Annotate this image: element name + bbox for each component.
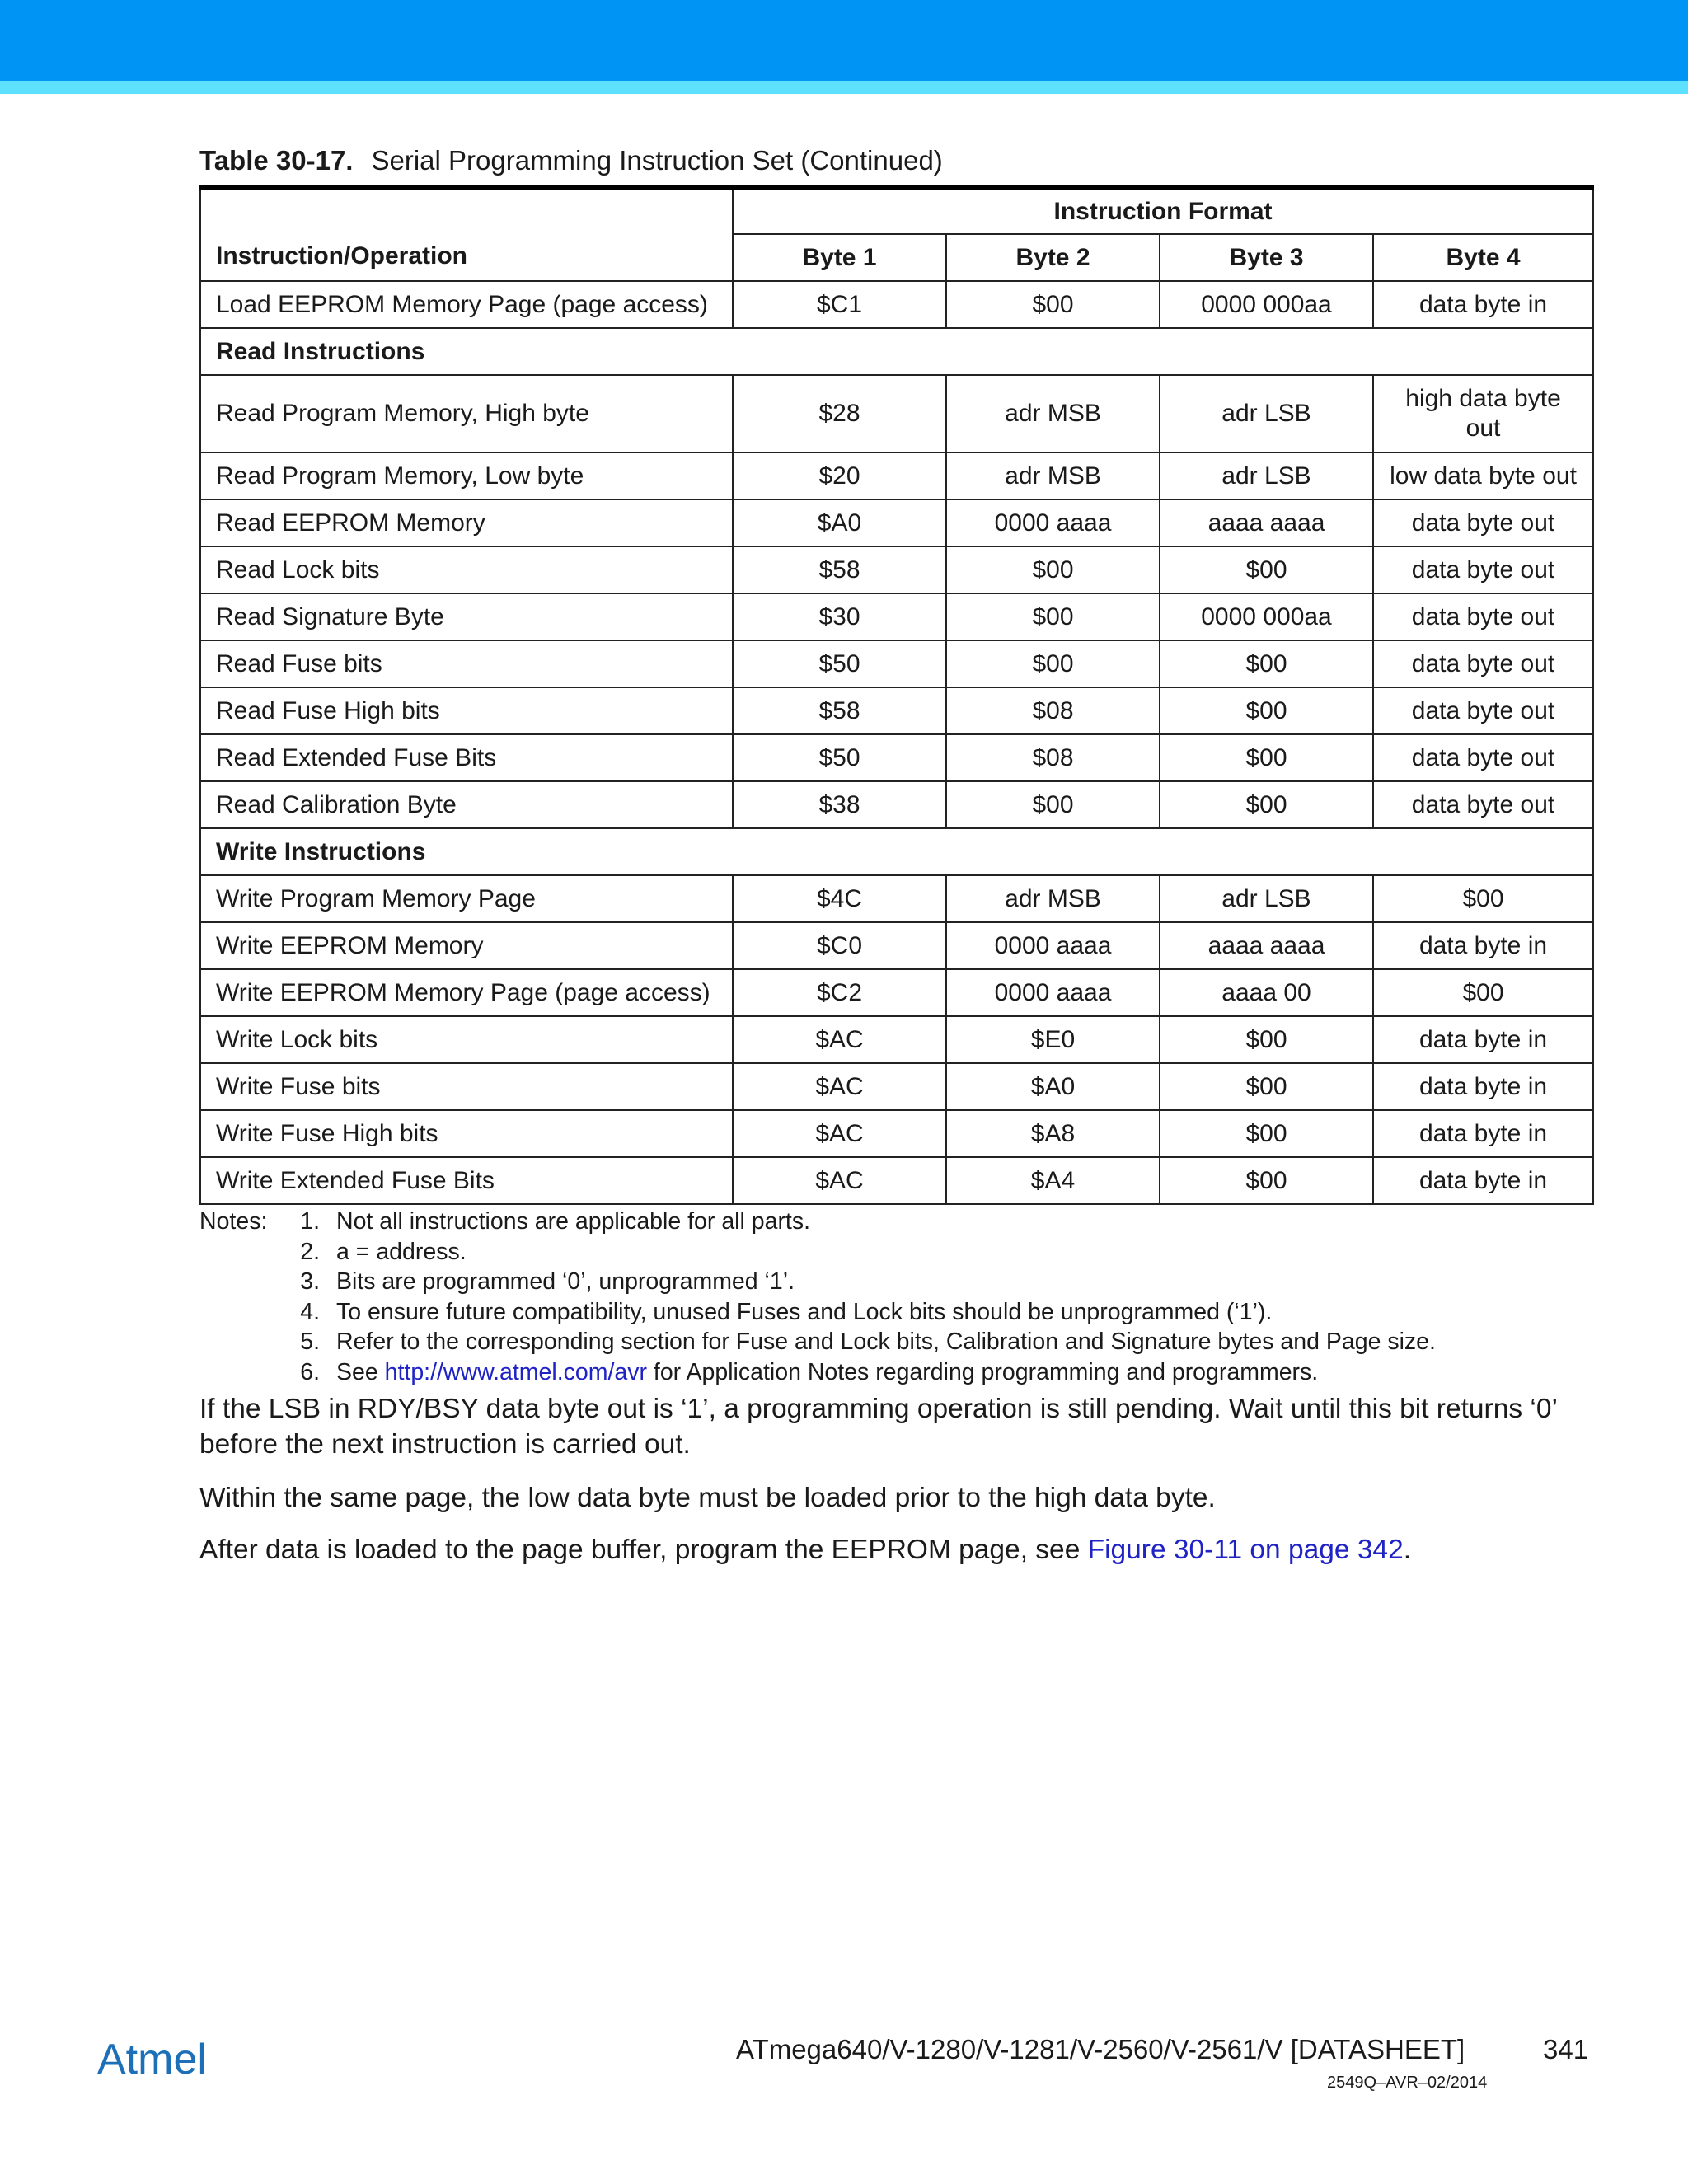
cell-operation: Write Fuse High bits [200, 1110, 733, 1157]
cell-operation: Load EEPROM Memory Page (page access) [200, 281, 733, 328]
table-caption [199, 145, 943, 176]
header-instruction-format: Instruction Format [733, 187, 1593, 234]
table-row [200, 593, 1593, 640]
cell-operation: Write EEPROM Memory Page (page access) [200, 969, 733, 1016]
header-byte-2: Byte 2 [946, 234, 1160, 281]
note-item [297, 1327, 1436, 1357]
cell-byte-3: $00 [1160, 687, 1373, 734]
paragraph-low-high-byte: Within the same page, the low data byte must be loaded prior to the high data byte. [199, 1483, 1216, 1513]
cell-byte-3: aaaa aaaa [1160, 499, 1373, 546]
cell-byte-4: data byte in [1373, 1063, 1593, 1110]
cell-byte-3: adr LSB [1160, 875, 1373, 922]
header-stripe [0, 81, 1688, 94]
table-row [200, 875, 1593, 922]
table-row [200, 281, 1593, 328]
cell-byte-3: 0000 000aa [1160, 281, 1373, 328]
table-row [200, 781, 1593, 828]
table-row [200, 640, 1593, 687]
table-number: Table 30-17. [199, 145, 354, 176]
atmel-avr-link[interactable]: http://www.atmel.com/avr [384, 1359, 647, 1385]
note-number: 1. [300, 1208, 320, 1235]
table-row [200, 1157, 1593, 1204]
cell-byte-1: $38 [733, 781, 946, 828]
note-text: To ensure future compatibility, unused Fuses and Lock bits should be unprogrammed (‘1’). [336, 1299, 1273, 1325]
note-item [297, 1297, 1272, 1328]
paragraph-text: After data is loaded to the page buffer, program the EEPROM page, see [199, 1535, 1081, 1565]
table-row [200, 375, 1593, 452]
cell-byte-3: adr LSB [1160, 452, 1373, 499]
note-text: See [336, 1359, 378, 1385]
header-byte-1: Byte 1 [733, 234, 946, 281]
cell-operation: Read Extended Fuse Bits [200, 734, 733, 781]
cell-byte-2: adr MSB [946, 875, 1160, 922]
table-row [200, 499, 1593, 546]
cell-operation: Write Extended Fuse Bits [200, 1157, 733, 1204]
note-number: 3. [300, 1268, 320, 1295]
cell-byte-2: $A4 [946, 1157, 1160, 1204]
cell-byte-2: $00 [946, 546, 1160, 593]
cell-byte-3: 0000 000aa [1160, 593, 1373, 640]
table-row [200, 734, 1593, 781]
section-row-read [200, 328, 1593, 375]
cell-byte-1: $50 [733, 734, 946, 781]
note-text: for Application Notes regarding programming and programmers. [653, 1359, 1319, 1385]
cell-operation: Read EEPROM Memory [200, 499, 733, 546]
cell-byte-4: data byte in [1373, 922, 1593, 969]
cell-byte-2: $08 [946, 687, 1160, 734]
cell-byte-2: $E0 [946, 1016, 1160, 1063]
cell-byte-1: $4C [733, 875, 946, 922]
cell-byte-4: $00 [1373, 875, 1593, 922]
cell-byte-3: $00 [1160, 781, 1373, 828]
cell-byte-4: data byte out [1373, 687, 1593, 734]
cell-byte-2: 0000 aaaa [946, 922, 1160, 969]
cell-byte-4: $00 [1373, 969, 1593, 1016]
cell-byte-3: $00 [1160, 1157, 1373, 1204]
cell-byte-1: $AC [733, 1157, 946, 1204]
cell-operation: Read Signature Byte [200, 593, 733, 640]
table-row [200, 687, 1593, 734]
cell-byte-4: high data byte out [1373, 375, 1593, 452]
table-title: Serial Programming Instruction Set (Continued) [371, 145, 943, 176]
instruction-table [199, 185, 1594, 1205]
section-title-read: Read Instructions [200, 328, 1593, 375]
cell-byte-4: low data byte out [1373, 452, 1593, 499]
footer-doc-id: 2549Q–AVR–02/2014 [1327, 2074, 1488, 2092]
cell-byte-2: $00 [946, 640, 1160, 687]
cell-byte-4: data byte out [1373, 499, 1593, 546]
cell-byte-2: $00 [946, 281, 1160, 328]
cell-byte-2: 0000 aaaa [946, 499, 1160, 546]
cell-byte-3: $00 [1160, 734, 1373, 781]
cell-byte-3: aaaa aaaa [1160, 922, 1373, 969]
table-row [200, 546, 1593, 593]
cell-byte-2: $08 [946, 734, 1160, 781]
cell-byte-2: 0000 aaaa [946, 969, 1160, 1016]
table-row [200, 1063, 1593, 1110]
cell-byte-3: $00 [1160, 1016, 1373, 1063]
cell-byte-1: $58 [733, 546, 946, 593]
cell-byte-2: $00 [946, 593, 1160, 640]
cell-byte-3: $00 [1160, 640, 1373, 687]
cell-byte-1: $58 [733, 687, 946, 734]
cell-byte-3: $00 [1160, 1110, 1373, 1157]
cell-operation: Read Program Memory, High byte [200, 375, 733, 452]
cell-byte-2: adr MSB [946, 375, 1160, 452]
note-item [297, 1357, 1318, 1388]
header-band [0, 0, 1688, 81]
note-item [297, 1207, 810, 1237]
cell-byte-4: data byte in [1373, 1016, 1593, 1063]
cell-byte-1: $30 [733, 593, 946, 640]
cell-byte-3: $00 [1160, 1063, 1373, 1110]
cell-operation: Read Fuse High bits [200, 687, 733, 734]
cell-byte-1: $A0 [733, 499, 946, 546]
cell-operation: Write EEPROM Memory [200, 922, 733, 969]
header-operation: Instruction/Operation [200, 187, 733, 281]
table-row [200, 452, 1593, 499]
header-byte-4: Byte 4 [1373, 234, 1593, 281]
table-row [200, 922, 1593, 969]
note-number: 2. [300, 1239, 320, 1265]
note-text: Refer to the corresponding section for Fuse and Lock bits, Calibration and Signature bytes and Page size. [336, 1329, 1436, 1355]
cell-operation: Read Lock bits [200, 546, 733, 593]
cell-byte-1: $AC [733, 1016, 946, 1063]
logo-text: Atmel [97, 2037, 207, 2083]
atmel-logo [96, 2037, 241, 2094]
note-item [297, 1267, 795, 1297]
paragraph-rdy-bsy: If the LSB in RDY/BSY data byte out is ‘1’, a programming operation is still pending. Wait until this bit returns ‘0’ before the next instruction is carried out. [199, 1394, 1557, 1460]
cell-operation: Write Program Memory Page [200, 875, 733, 922]
table-row [200, 969, 1593, 1016]
cell-byte-4: data byte out [1373, 781, 1593, 828]
header-byte-3: Byte 3 [1160, 234, 1373, 281]
cell-byte-1: $20 [733, 452, 946, 499]
cell-byte-4: data byte in [1373, 281, 1593, 328]
cell-byte-3: aaaa 00 [1160, 969, 1373, 1016]
paragraph-program-eeprom [199, 1532, 1592, 1568]
figure-reference-link[interactable]: Figure 30-11 on page 342 [1087, 1535, 1404, 1565]
section-title-write: Write Instructions [200, 828, 1593, 875]
cell-byte-4: data byte out [1373, 734, 1593, 781]
cell-byte-2: adr MSB [946, 452, 1160, 499]
paragraph-text: . [1403, 1535, 1412, 1565]
notes-label: Notes: [199, 1208, 268, 1235]
note-number: 5. [300, 1329, 320, 1355]
cell-byte-1: $C1 [733, 281, 946, 328]
cell-byte-2: $A8 [946, 1110, 1160, 1157]
cell-byte-4: data byte in [1373, 1110, 1593, 1157]
table-row [200, 1016, 1593, 1063]
note-text: Not all instructions are applicable for all parts. [336, 1208, 811, 1235]
cell-byte-4: data byte in [1373, 1157, 1593, 1204]
cell-operation: Read Fuse bits [200, 640, 733, 687]
footer-doc-title: ATmega640/V-1280/V-1281/V-2560/V-2561/V [DATASHEET] [736, 2034, 1465, 2064]
note-text: a = address. [336, 1239, 467, 1265]
cell-byte-1: $C0 [733, 922, 946, 969]
cell-byte-4: data byte out [1373, 640, 1593, 687]
cell-operation: Read Calibration Byte [200, 781, 733, 828]
cell-byte-1: $C2 [733, 969, 946, 1016]
page-number: 341 [1543, 2034, 1589, 2064]
cell-byte-1: $AC [733, 1110, 946, 1157]
cell-byte-2: $A0 [946, 1063, 1160, 1110]
cell-byte-3: adr LSB [1160, 375, 1373, 452]
section-row-write [200, 828, 1593, 875]
cell-operation: Write Fuse bits [200, 1063, 733, 1110]
note-number: 6. [300, 1359, 320, 1385]
note-number: 4. [300, 1299, 320, 1325]
cell-operation: Read Program Memory, Low byte [200, 452, 733, 499]
table-row [200, 1110, 1593, 1157]
cell-byte-4: data byte out [1373, 546, 1593, 593]
cell-byte-1: $AC [733, 1063, 946, 1110]
note-text: Bits are programmed ‘0’, unprogrammed ‘1’. [336, 1268, 795, 1295]
cell-byte-3: $00 [1160, 546, 1373, 593]
cell-byte-2: $00 [946, 781, 1160, 828]
cell-byte-1: $28 [733, 375, 946, 452]
cell-operation: Write Lock bits [200, 1016, 733, 1063]
cell-byte-4: data byte out [1373, 593, 1593, 640]
note-item [297, 1237, 467, 1268]
cell-byte-1: $50 [733, 640, 946, 687]
